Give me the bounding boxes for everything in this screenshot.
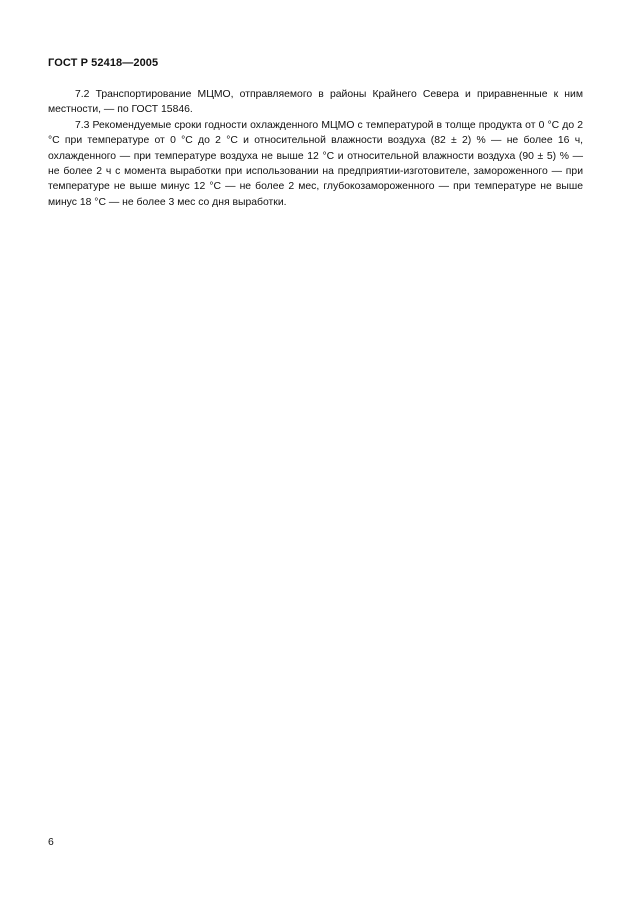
document-body <box>48 87 583 210</box>
page-number: 6 <box>48 837 54 848</box>
paragraph-7-3: 7.3 Рекомендуемые сроки годности охлажденного МЦМО с температурой в толще продукта от 0 °С до 2 °С при температуре от 0 °С до 2 °С и относительной влажности воздуха (82 ± 2) % — не более 16 ч, охлажденного — при температуре воздуха не выше 12 °С и относительной влажности воздуха (90 ± 5) % — не более 2 ч с момента выработки при использовании на предприятии-изготовителе, замороженного — при температуре не выше минус 12 °С — не более 2 мес, глубокозамороженного — при температуре не выше минус 18 °С — не более 3 мес со дня выработки. <box>48 119 583 208</box>
standard-header: ГОСТ Р 52418—2005 <box>48 57 159 69</box>
paragraph-7-2: 7.2 Транспортирование МЦМО, отправляемого в районы Крайнего Севера и приравненные к ним местности, — по ГОСТ 15846. <box>48 89 583 116</box>
